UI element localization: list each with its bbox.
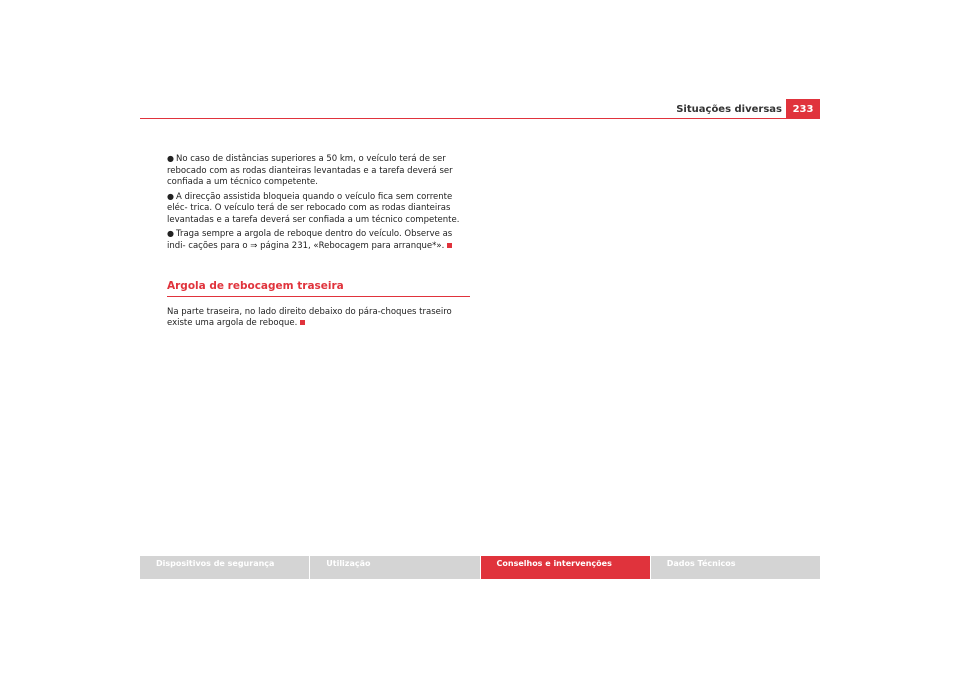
section-paragraph <box>167 307 472 330</box>
end-of-section-icon <box>447 243 452 248</box>
section-text: Na parte traseira, no lado direito debaixo do pára-choques traseiro existe uma argola de reboque. <box>167 306 452 328</box>
bullet-icon: ● <box>167 229 174 238</box>
section-heading: Argola de rebocagem traseira <box>167 281 470 297</box>
bullet-item <box>167 153 472 189</box>
bullet-item <box>167 191 472 227</box>
footer-tab-advice[interactable]: Conselhos e intervenções <box>481 556 650 579</box>
end-of-section-icon <box>300 320 305 325</box>
bullet-icon: ● <box>167 191 174 201</box>
footer-tab-technical-data[interactable]: Dados Técnicos <box>651 556 820 579</box>
footer-tab-operation[interactable]: Utilização <box>310 556 479 579</box>
bullet-text: A direcção assistida bloqueia quando o veículo fica sem corrente eléc- trica. O veículo terá de ser rebocado com as rodas dianteiras levantadas e a tarefa deverá ser confiada a um técnico competente. <box>167 191 460 225</box>
footer-tab-safety[interactable]: Dispositivos de segurança <box>140 556 309 579</box>
bullet-text: Traga sempre a argola de reboque dentro do veículo. Observe as indi- cações para o ⇒ página 231, «Rebocagem para arranque*». <box>167 229 453 251</box>
bullet-item <box>167 228 472 252</box>
page-number: 233 <box>786 99 820 119</box>
page-content <box>167 153 472 332</box>
bullet-icon: ● <box>167 154 174 163</box>
footer-nav <box>140 556 820 579</box>
header-divider <box>140 118 820 119</box>
page-header-title: Situações diversas <box>676 104 782 115</box>
bullet-text: No caso de distâncias superiores a 50 km, o veículo terá de ser rebocado com as rodas dianteiras levantadas e a tarefa deverá ser confiada a um técnico competente. <box>167 154 453 187</box>
